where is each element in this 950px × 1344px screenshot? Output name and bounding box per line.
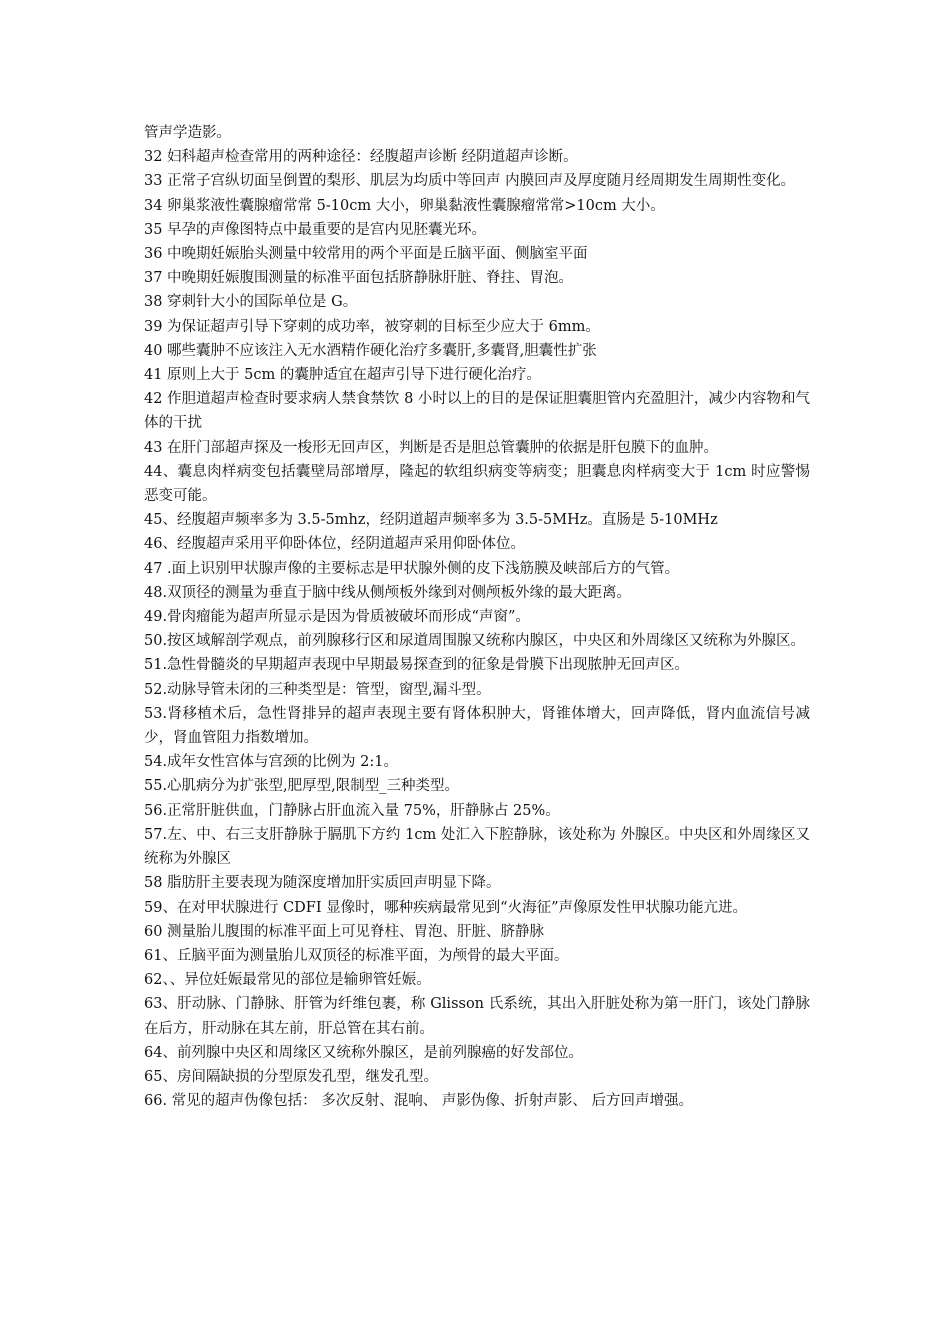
paragraph-50: 50.按区域解剖学观点，前列腺移行区和尿道周围腺又统称内腺区，中央区和外周缘区又统称为外腺区。 — [144, 633, 806, 650]
paragraph-63: 63、肝动脉、门静脉、肝管为纤维包裹，称 Glisson 氏系统，其出入肝脏处称为第一肝门，该处门静脉在后方，肝动脉在其左前，肝总管在其右前。 — [144, 996, 810, 1037]
paragraph-34: 34 卵巢浆液性囊腺瘤常常 5-10cm 大小，卵巢黏液性囊腺瘤常常>10cm 大小。 — [144, 197, 665, 214]
paragraph-54: 54.成年女性宫体与宫颈的比例为 2:1。 — [144, 754, 399, 771]
paragraph-40: 40 哪些囊肿不应该注入无水酒精作硬化治疗多囊肝,多囊肾,胆囊性扩张 — [144, 342, 597, 359]
paragraph-38: 38 穿刺针大小的国际单位是 G。 — [144, 294, 358, 311]
paragraph-53: 53.肾移植术后，急性肾排异的超声表现主要有肾体积肿大，肾锥体增大，回声降低，肾内血流信号减少，肾血管阻力指数增加。 — [144, 705, 810, 747]
paragraph-66: 66. 常见的超声伪像包括： 多次反射、混响、 声影伪像、折射声影、 后方回声增强。 — [144, 1093, 693, 1110]
paragraph-37: 37 中晚期妊娠腹围测量的标准平面包括脐静脉肝脏、脊拄、胃泡。 — [144, 270, 574, 287]
paragraph-0: 管声学造影。 — [144, 125, 231, 141]
paragraph-48: 48.双顶径的测量为垂直于脑中线从侧颅板外缘到对侧颅板外缘的最大距离。 — [144, 584, 632, 601]
paragraph-47: 47 .面上识别甲状腺声像的主要标志是甲状腺外侧的皮下浅筋膜及峡部后方的气管。 — [144, 560, 680, 577]
paragraph-57: 57.左、中、右三支肝静脉于膈肌下方约 1cm 处汇入下腔静脉，该处称为 外腺区。中央区和外周缘区又统称为外腺区 — [144, 826, 810, 868]
paragraph-59: 59、在对甲状腺进行 CDFI 显像时，哪种疾病最常见到“火海征”声像原发性甲状腺功能亢进。 — [144, 899, 747, 916]
paragraph-60: 60 测量胎儿腹围的标准平面上可见脊柱、胃泡、肝脏、脐静脉 — [144, 923, 545, 940]
paragraph-35: 35 早孕的声像图特点中最重要的是宫内见胚囊光环。 — [144, 221, 487, 238]
paragraph-65: 65、房间隔缺损的分型原发孔型，继发孔型。 — [144, 1068, 438, 1085]
paragraph-46: 46、经腹超声采用平仰卧体位，经阴道超声采用仰卧体位。 — [144, 536, 525, 553]
paragraph-49: 49.骨肉瘤能为超声所显示是因为骨质被破坏而形成“声窗”。 — [144, 609, 530, 626]
paragraph-56: 56.正常肝脏供血，门静脉占肝血流入量 75%，肝静脉占 25%。 — [144, 802, 560, 819]
paragraph-36: 36 中晚期妊娠胎头测量中较常用的两个平面是丘脑平面、侧脑室平面 — [144, 246, 588, 263]
paragraph-39: 39 为保证超声引导下穿刺的成功率，被穿刺的目标至少应大于 6mm。 — [144, 318, 600, 335]
paragraph-64: 64、前列腺中央区和周缘区又统称外腺区，是前列腺癌的好发部位。 — [144, 1044, 583, 1061]
document-page — [144, 121, 810, 1113]
paragraph-61: 61、丘脑平面为测量胎儿双顶径的标准平面，为颅骨的最大平面。 — [144, 947, 569, 964]
paragraph-62: 62、、异位妊娠最常见的部位是输卵管妊娠。 — [144, 972, 431, 989]
paragraph-58: 58 脂肪肝主要表现为随深度增加肝实质回声明显下降。 — [144, 875, 501, 892]
paragraph-32: 32 妇科超声检查常用的两种途径：经腹超声诊断 经阴道超声诊断。 — [144, 149, 578, 166]
paragraph-55: 55.心肌病分为扩张型,肥厚型,限制型_三种类型。 — [144, 778, 460, 795]
paragraph-45: 45、经腹超声频率多为 3.5-5mhz，经阴道超声频率多为 3.5-5MHz。直肠是 5-10MHz — [144, 512, 718, 529]
paragraph-52: 52.动脉导管未闭的三种类型是：管型，窗型,漏斗型。 — [144, 681, 491, 698]
paragraph-51: 51.急性骨髓炎的早期超声表现中早期最易探查到的征象是骨膜下出现脓肿无回声区。 — [144, 657, 690, 674]
paragraph-41: 41 原则上大于 5cm 的囊肿适宜在超声引导下进行硬化治疗。 — [144, 367, 541, 384]
paragraph-42: 42 作胆道超声检查时要求病人禁食禁饮 8 小时以上的目的是保证胆囊胆管内充盈胆汁，减少内容物和气体的干扰 — [144, 391, 810, 432]
paragraph-33: 33 正常子宫纵切面呈倒置的梨形、肌层为均质中等回声 内膜回声及厚度随月经周期发生周期性变化。 — [144, 173, 796, 190]
paragraph-43: 43 在肝门部超声探及一梭形无回声区，判断是否是胆总管囊肿的依据是肝包膜下的血肿。 — [144, 439, 719, 456]
paragraph-44: 44、囊息肉样病变包括囊壁局部增厚，隆起的软组织病变等病变；胆囊息肉样病变大于 1cm 时应警惕恶变可能。 — [144, 463, 810, 505]
